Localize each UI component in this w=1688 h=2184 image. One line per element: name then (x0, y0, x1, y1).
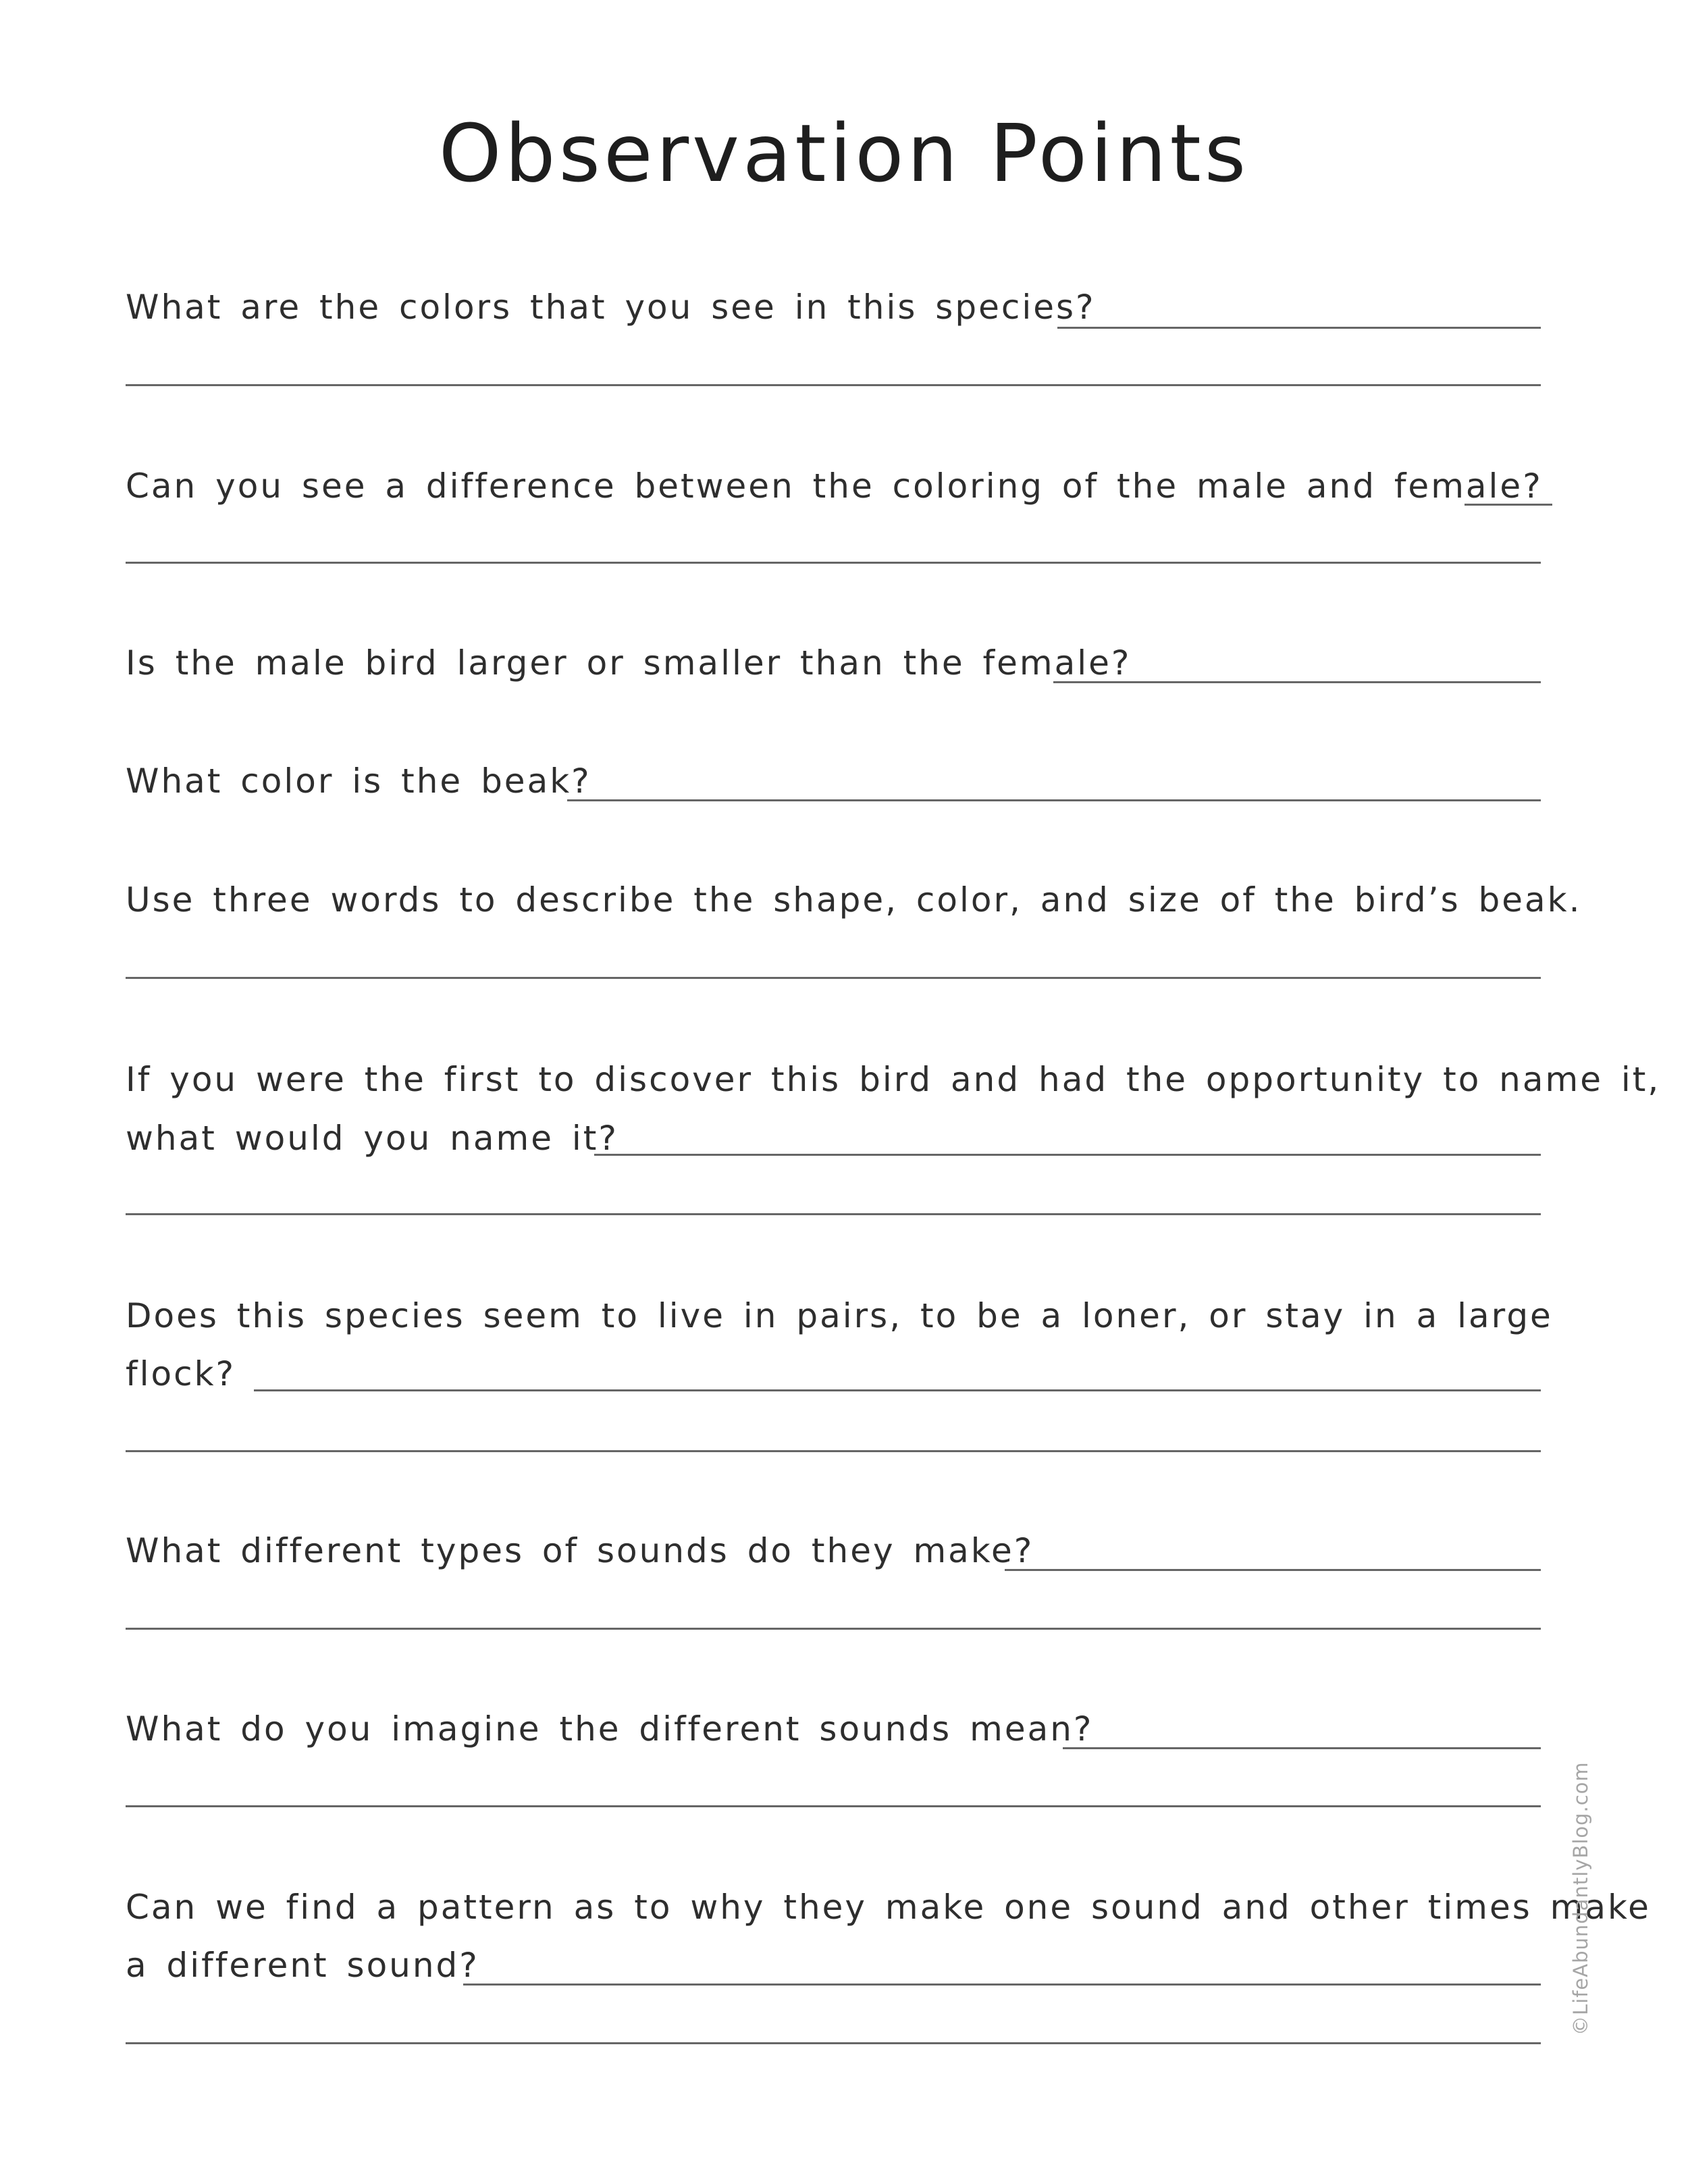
answer-line-coloring[interactable] (126, 562, 1541, 564)
answer-line-name-bird-inline[interactable] (594, 1154, 1541, 1156)
answer-line-beak-color[interactable] (567, 799, 1541, 801)
question-pairs-flock-line1: Does this species seem to live in pairs, to be a loner, or stay in a large (126, 1296, 1553, 1335)
question-male-size: Is the male bird larger or smaller than the female? (126, 643, 1132, 683)
question-colors: What are the colors that you see in this species? (126, 288, 1096, 327)
question-sound-types: What different types of sounds do they make? (126, 1531, 1034, 1570)
question-name-bird-line1: If you were the first to discover this bird and had the opportunity to name it, (126, 1060, 1661, 1099)
answer-line-name-bird[interactable] (126, 1213, 1541, 1215)
question-beak-words: Use three words to describe the shape, color, and size of the bird’s beak. (126, 880, 1582, 920)
answer-line-male-size[interactable] (1053, 681, 1541, 683)
answer-line-pairs-flock-inline[interactable] (254, 1389, 1541, 1391)
answer-line-sound-meaning-inline[interactable] (1063, 1747, 1541, 1749)
answer-line-colors[interactable] (126, 384, 1541, 386)
question-sound-meaning: What do you imagine the different sounds mean? (126, 1709, 1094, 1749)
answer-line-beak-words[interactable] (126, 977, 1541, 979)
question-sound-pattern-line2: a different sound? (126, 1946, 479, 1985)
answer-line-pairs-flock[interactable] (126, 1450, 1541, 1452)
answer-line-sound-meaning[interactable] (126, 1805, 1541, 1807)
question-name-bird-line2: what would you name it? (126, 1119, 618, 1158)
question-pairs-flock-line2: flock? (126, 1354, 236, 1393)
question-coloring-difference: Can you see a difference between the coloring of the male and female? (126, 467, 1543, 506)
answer-line-sound-pattern-inline[interactable] (463, 1983, 1541, 1986)
answer-line-coloring-inline[interactable] (1465, 504, 1552, 506)
question-beak-color: What color is the beak? (126, 762, 591, 801)
question-sound-pattern-line1: Can we find a pattern as to why they make one sound and other times make (126, 1888, 1651, 1927)
answer-line-sound-pattern[interactable] (126, 2042, 1541, 2044)
answer-line-colors-inline[interactable] (1057, 327, 1541, 329)
answer-line-sound-types-inline[interactable] (1005, 1569, 1541, 1571)
answer-line-sound-types[interactable] (126, 1628, 1541, 1630)
page-title: Observation Points (438, 107, 1250, 200)
copyright-credit: ©LifeAbundantlyBlog.com (1569, 1761, 1592, 2035)
